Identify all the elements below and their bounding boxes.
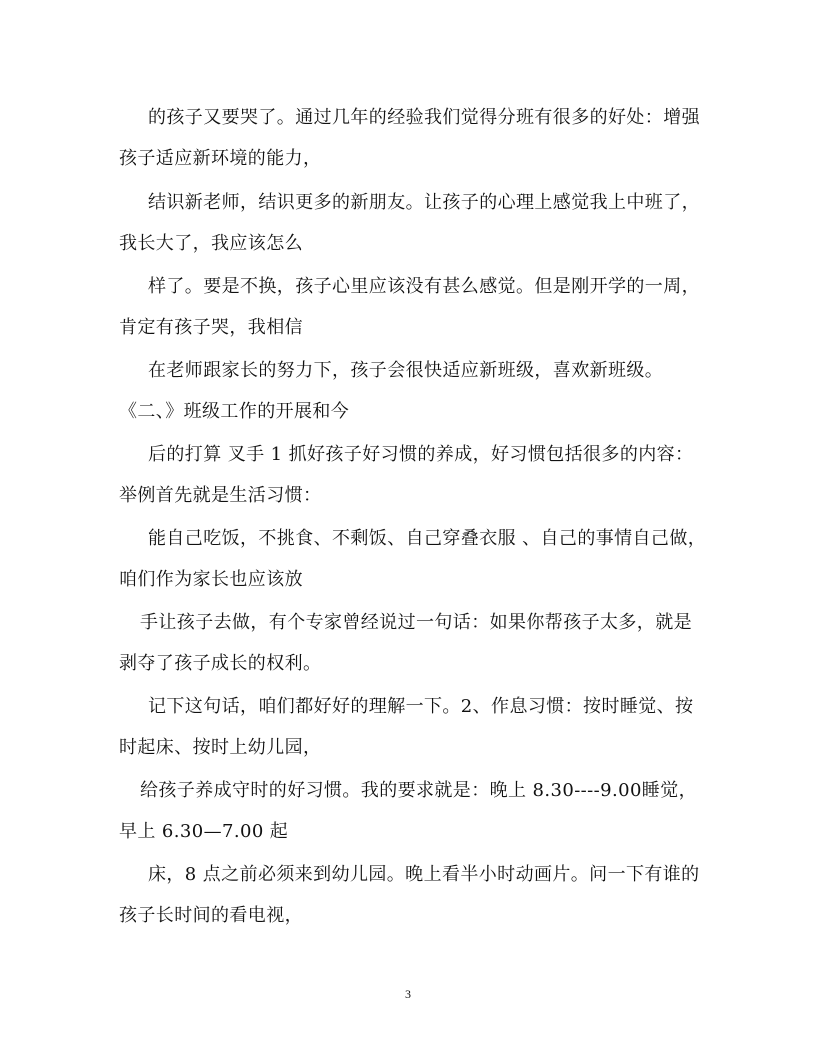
text-line: 肯定有孩子哭，我相信 [119,317,303,338]
text-line: 记下这句话，咱们都好好的理解一下。2、作息习惯：按时睡觉、按 [148,696,694,717]
text-line: 能自己吃饭，不挑食、不剩饭、自己穿叠衣服 、自己的事情自己做， [148,528,707,549]
text-line: 样了。要是不换，孩子心里应该没有甚么感觉。但是刚开学的一周， [148,276,700,297]
text-line: 举例首先就是生活习惯： [119,485,322,506]
text-line: 后的打算 叉手 1 抓好孩子好习惯的养成，好习惯包括很多的内容： [148,444,694,465]
text-line: 床，8 点之前必须来到幼儿园。晚上看半小时动画片。问一下有谁的 [148,864,700,885]
text-line: 给孩子养成守时的好习惯。我的要求就是：晚上 8.30----9.00睡觉， [140,780,698,801]
text-line: 孩子长时间的看电视， [119,905,303,926]
text-line: 孩子适应新环境的能力， [119,148,322,169]
text-line: 剥夺了孩子成长的权利。 [119,653,322,674]
text-line: 在老师跟家长的努力下，孩子会很快适应新班级，喜欢新班级。 [148,360,664,381]
text-line: 时起床、按时上幼儿园， [119,737,322,758]
text-line: 手让孩子去做，有个专家曾经说过一句话：如果你帮孩子太多，就是 [140,612,692,633]
text-line: 咱们作为家长也应该放 [119,569,303,590]
text-line: 的孩子又要哭了。通过几年的经验我们觉得分班有很多的好处：增强 [148,107,700,128]
text-line: 我长大了，我应该怎么 [119,233,303,254]
text-line: 《二、》班级工作的开展和今 [119,401,350,422]
text-line: 结识新老师，结识更多的新朋友。让孩子的心理上感觉我上中班了， [148,192,700,213]
page-number: 3 [405,987,411,1001]
text-line: 早上 6.30—7.00 起 [119,821,289,842]
